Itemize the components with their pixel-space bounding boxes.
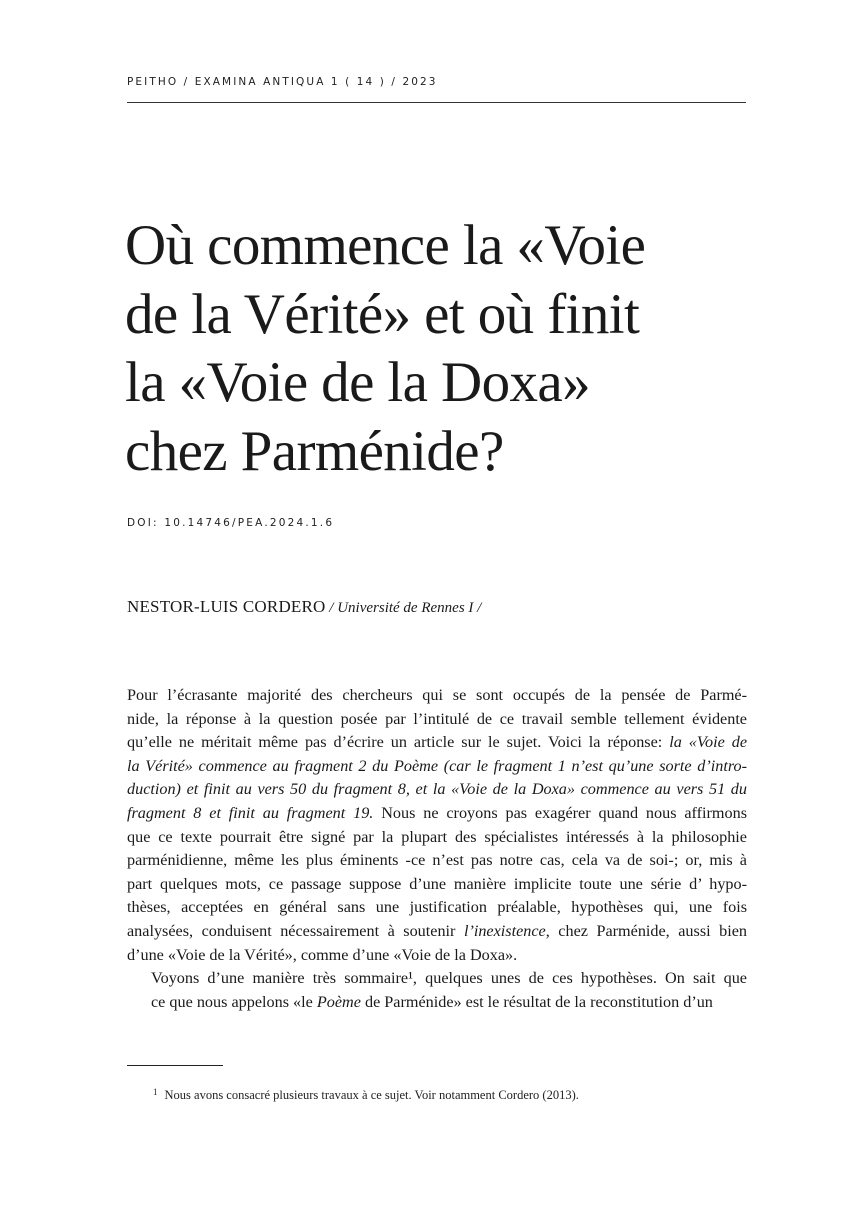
text-run: de Parménide» est le résultat de la reconstitution d’un (360, 992, 713, 1011)
text-line (127, 849, 747, 873)
footnote-divider (127, 1065, 223, 1066)
text-run: Pour l’écrasante majorité des chercheurs qui se sont occupés de la pensée de Parmé- (127, 686, 747, 704)
text-line (127, 944, 747, 968)
header-divider (127, 102, 746, 103)
title-line: chez Parménide? (125, 419, 504, 483)
text-run: qu’elle ne méritait même pas d’écrire un article sur le sujet. Voici la réponse: (127, 733, 670, 752)
text-line (127, 755, 747, 779)
text-line (127, 991, 747, 1015)
author-affiliation: Université de Rennes I / (337, 600, 482, 616)
italic-text: l’inexistence (463, 921, 546, 940)
text-run: thèses, acceptées en général sans une justification préalable, hypothèses qui, une fois (127, 898, 747, 917)
text-run: que ce texte pourrait être signé par la plupart des spécialistes intéressés à la philosophie (127, 827, 747, 846)
text-line (127, 708, 747, 732)
text-run: nide, la réponse à la question posée par l’intitulé de ce travail semble tellement évidente (127, 709, 747, 728)
italic-text: Poème (316, 992, 361, 1011)
article-title (125, 212, 765, 486)
text-line (127, 731, 747, 755)
title-line: Où commence la «Voie (125, 214, 646, 277)
text-line (127, 967, 747, 991)
text-run: d’une «Voie de la Vérité», comme d’une «Voie de la Doxa». (127, 945, 518, 964)
italic-text: duction) et finit au vers 50 du fragment 8, et la «Voie de la Doxa» commence au vers 51 du (127, 780, 747, 799)
paragraph (127, 967, 747, 1014)
text-line (127, 826, 747, 850)
footnote-text: Nous avons consacré plusieurs travaux à ce sujet. Voir notamment Cordero (2013). (164, 1088, 579, 1102)
italic-text: fragment 8 et finit au fragment 19. (127, 803, 374, 822)
title-line: la «Voie de la Doxa» (125, 351, 590, 414)
text-run: Voyons d’une manière très sommaire¹, quelques unes de ces hypothèses. On sait que (151, 969, 747, 988)
running-head: PEITHO / EXAMINA ANTIQUA 1 ( 14 ) / 2023 (127, 76, 438, 88)
italic-text: la «Voie de (669, 733, 747, 752)
text-line (127, 778, 747, 802)
text-run: , chez Parménide, aussi bien (545, 921, 747, 940)
footnote-marker: 1 (153, 1087, 158, 1097)
affiliation-separator: / (325, 600, 338, 616)
text-line (127, 896, 747, 920)
text-run: parménidienne, même les plus éminents -ce n’est pas notre cas, cela va de soi-; or, mis à (127, 851, 747, 870)
text-line (127, 873, 747, 897)
text-run: ce que nous appelons «le (151, 992, 317, 1011)
text-line (127, 920, 747, 944)
text-line (127, 802, 747, 826)
footnote (153, 1087, 579, 1103)
paragraph (127, 684, 747, 967)
text-run: Nous ne croyons pas exagérer quand nous affirmons (373, 803, 747, 822)
text-run: part quelques mots, ce passage suppose d’une manière implicite toute une série d’ hypo- (127, 874, 747, 893)
text-run: analysées, conduisent nécessairement à soutenir (127, 921, 464, 940)
text-line (127, 684, 747, 708)
author-line (127, 597, 481, 617)
author-name: NESTOR-LUIS CORDERO (127, 597, 326, 616)
doi-link[interactable]: DOI: 10.14746/PEA.2024.1.6 (127, 517, 335, 529)
title-line: de la Vérité» et où finit (125, 282, 640, 346)
italic-text: la Vérité» commence au fragment 2 du Poème (car le fragment 1 n’est qu’une sorte d’intro- (127, 756, 747, 775)
article-body (127, 684, 747, 1014)
